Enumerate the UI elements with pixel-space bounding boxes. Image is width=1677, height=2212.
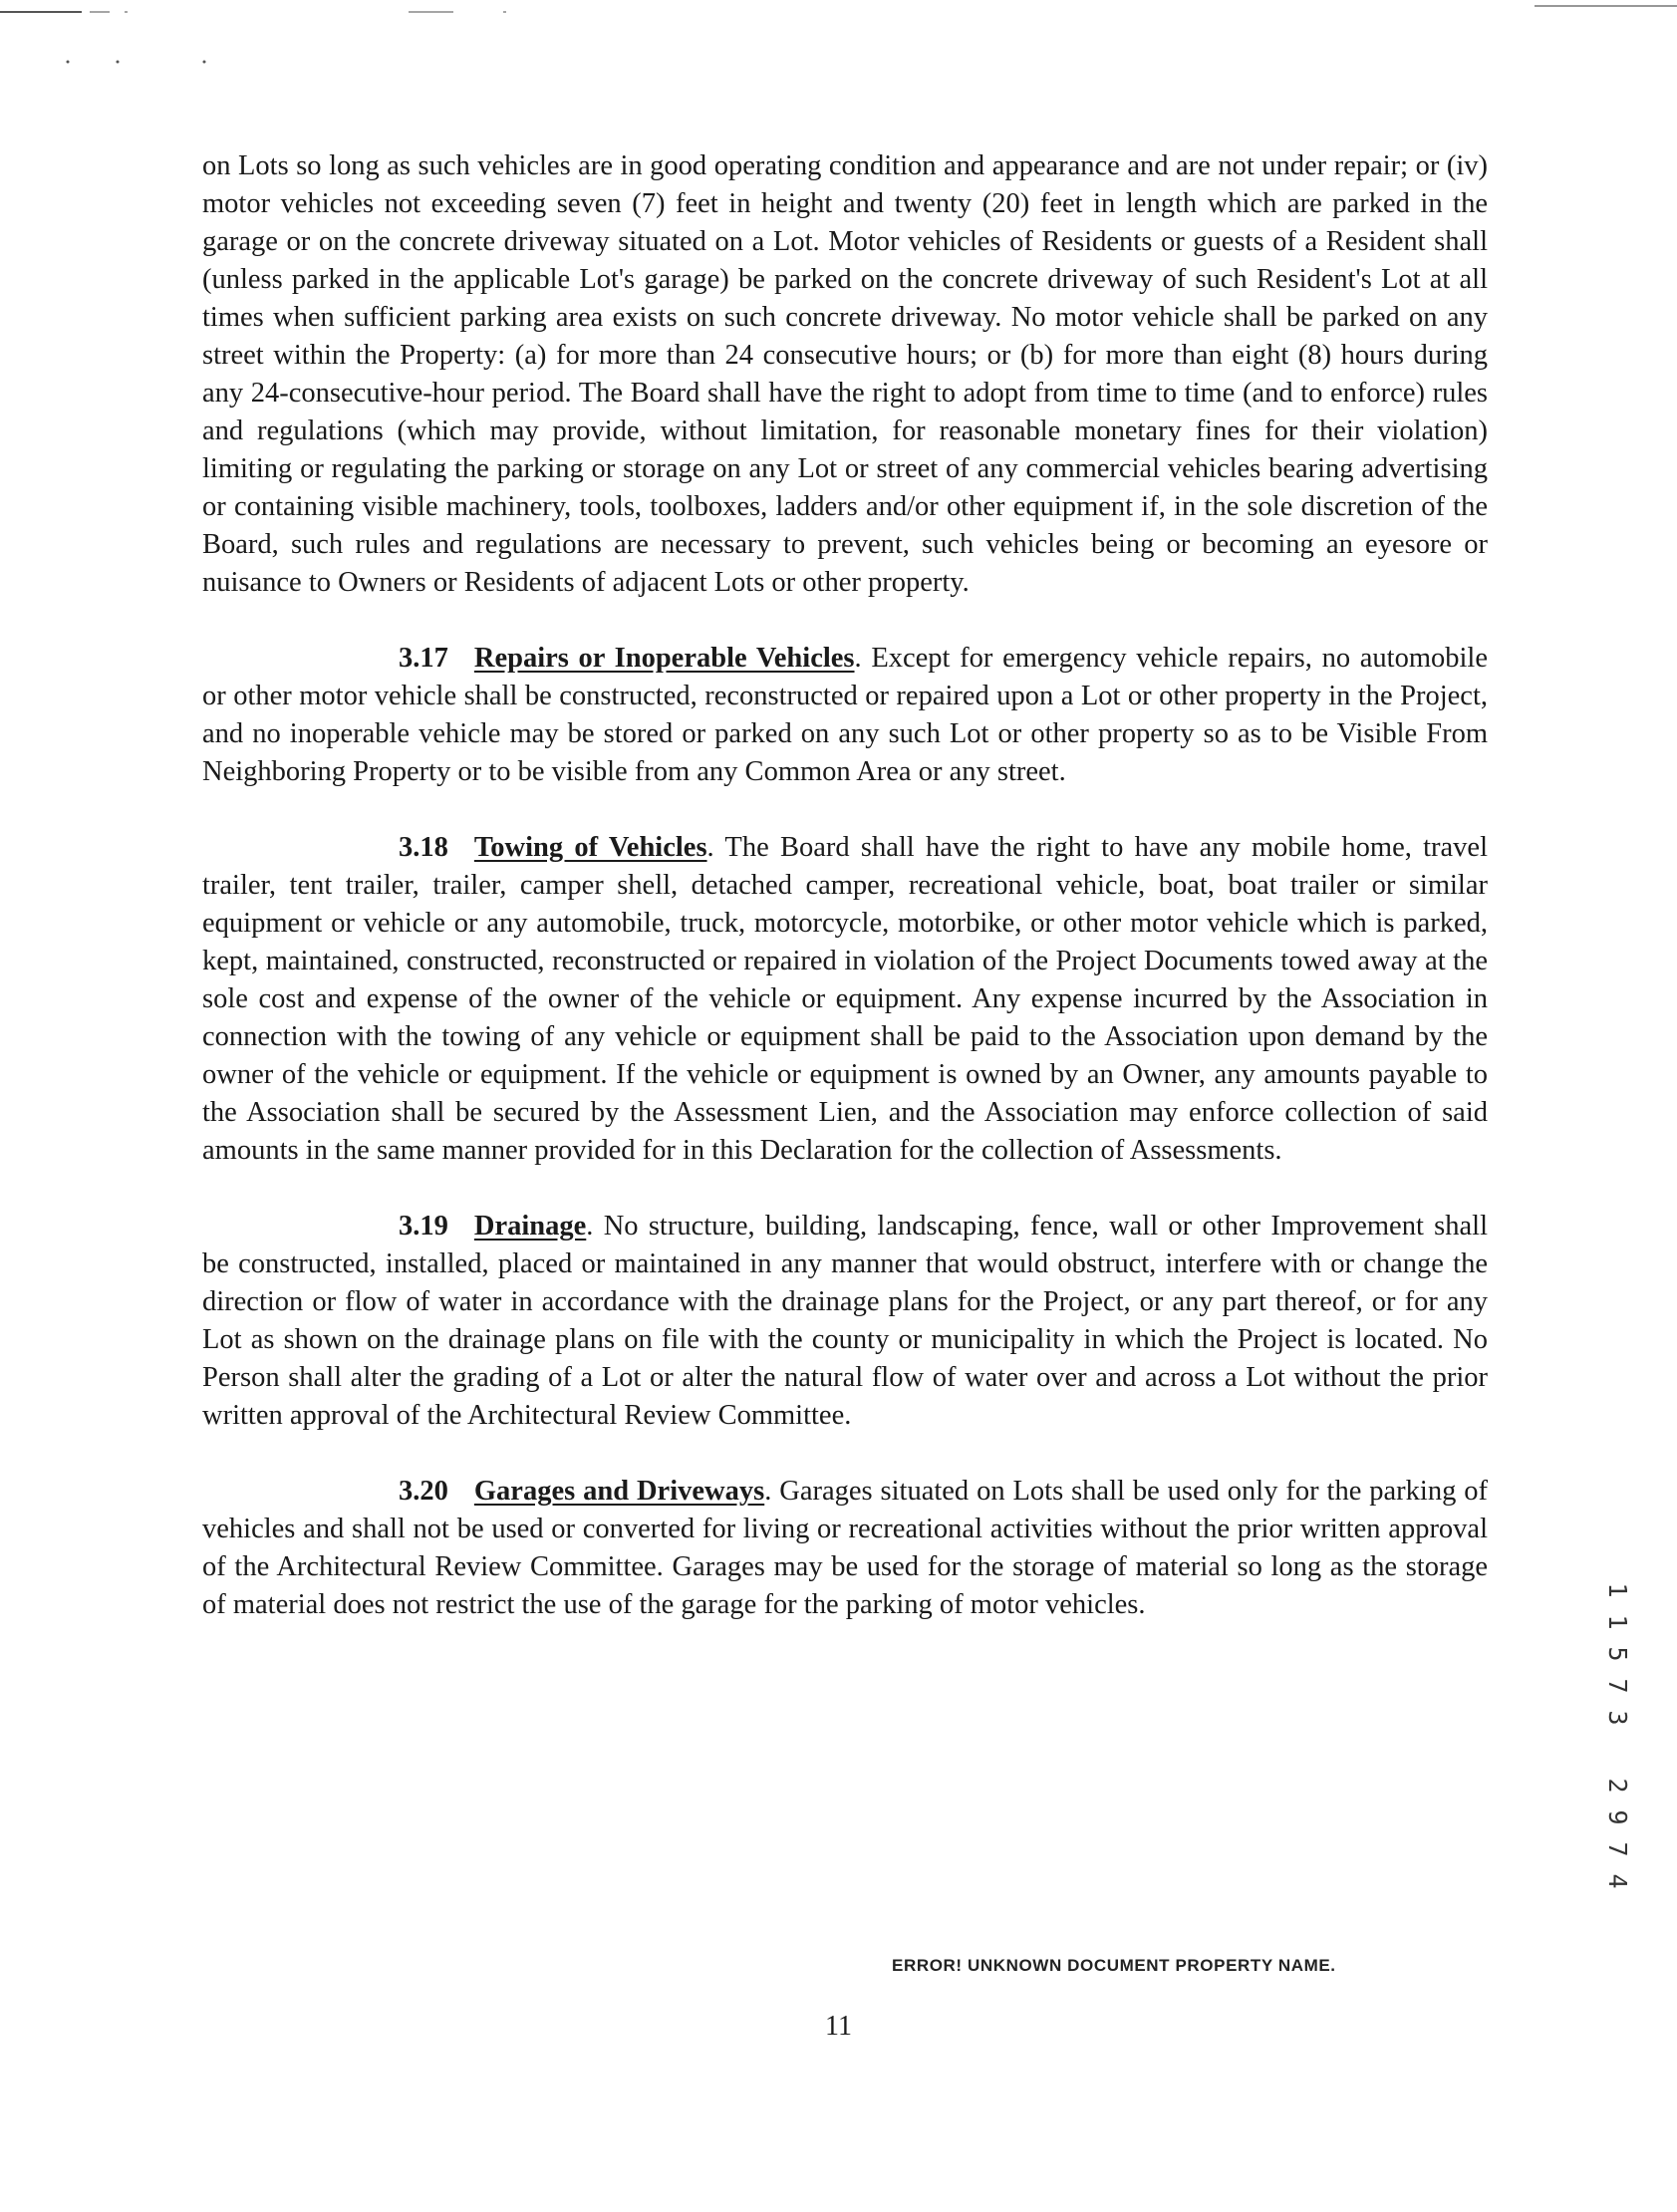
stamp-digit: 3 — [1603, 1710, 1632, 1726]
section-title: Drainage — [473, 1211, 587, 1242]
document-body — [202, 147, 1488, 1624]
stamp-digit: 1 — [1603, 1582, 1632, 1598]
stamp-digit: 2 — [1603, 1778, 1632, 1794]
section-body: . No structure, building, landscaping, fence, wall or other Improvement shall be constructed, installed, placed or maintained in any manner that would obstruct, interfere with or change the direction or flow of water in accordance with the drainage plans for the Project, or any part thereof, or for any Lot as shown on the drainage plans on file with the county or municipality in which the Project is located. No Person shall alter the grading of a Lot or alter the natural flow of water over and across a Lot without the prior written approval of the Architectural Review Committee. — [202, 1211, 1488, 1431]
section-body: . Except for emergency vehicle repairs, no automobile or other motor vehicle shall be constructed, reconstructed or repaired upon a Lot or other property in the Project, and no inoperable vehicle may be stored or parked on any such Lot or other property so as to be Visible From Neighboring Property or to be visible from any Common Area or any street. — [202, 643, 1488, 787]
section-number: 3.17 — [399, 643, 448, 674]
stamp-digit: 4 — [1603, 1873, 1632, 1889]
section-number: 3.19 — [399, 1211, 448, 1242]
section-title: Towing of Vehicles — [473, 832, 707, 863]
section-title: Repairs or Inoperable Vehicles — [473, 643, 855, 674]
section-3-20 — [202, 1473, 1488, 1624]
section-3-19 — [202, 1208, 1488, 1435]
stamp-digit: 1 — [1603, 1614, 1632, 1630]
section-3-18 — [202, 829, 1488, 1170]
stamp-digit: 9 — [1603, 1809, 1632, 1825]
stamp-digit: 7 — [1603, 1678, 1632, 1694]
scan-artifacts — [0, 0, 1677, 80]
section-number: 3.18 — [399, 832, 448, 863]
section-body: . Garages situated on Lots shall be used only for the parking of vehicles and shall not be used or converted for living or recreational activities without the prior written approval of the Architectural Review Committee. Garages may be used for the storage of material so long as the storage of material does not restrict the use of the garage for the parking of motor vehicles. — [202, 1476, 1488, 1620]
section-title: Garages and Driveways — [473, 1476, 765, 1507]
continuation-paragraph: on Lots so long as such vehicles are in good operating condition and appearance and are not under repair; or (iv) motor vehicles not exceeding seven (7) feet in height and twenty (20) feet in length which are parked in the garage or on the concrete driveway situated on a Lot. Motor vehicles of Residents or guests of a Resident shall (unless parked in the applicable Lot's garage) be parked on the concrete driveway of such Resident's Lot at all times when sufficient parking area exists on such concrete driveway. No motor vehicle shall be parked on any street within the Property: (a) for more than 24 consecutive hours; or (b) for more than eight (8) hours during any 24-consecutive-hour period. The Board shall have the right to adopt from time to time (and to enforce) rules and regulations (which may provide, without limitation, for reasonable monetary fines for their violation) limiting or regulating the parking or storage on any Lot or street of any commercial vehicles bearing advertising or containing visible machinery, tools, toolboxes, ladders and/or other equipment if, in the sole discretion of the Board, such rules and regulations are necessary to prevent, such vehicles being or becoming an eyesore or nuisance to Owners or Residents of adjacent Lots or other property. — [202, 150, 1488, 598]
stamp-digit: 5 — [1603, 1646, 1632, 1662]
footer-error-note: ERROR! UNKNOWN DOCUMENT PROPERTY NAME. — [892, 1956, 1336, 1975]
section-3-17 — [202, 640, 1488, 791]
stamp-digit: 7 — [1603, 1841, 1632, 1857]
page-number: 11 — [825, 2011, 852, 2042]
section-number: 3.20 — [399, 1476, 448, 1507]
section-body: . The Board shall have the right to have any mobile home, travel trailer, tent trailer, trailer, camper shell, detached camper, recreational vehicle, boat, boat trailer or similar equipment or vehicle or any automobile, truck, motorcycle, motorbike, or other motor vehicle which is parked, kept, maintained, constructed, reconstructed or repaired in violation of the Project Documents towed away at the sole cost and expense of the owner of the vehicle or equipment. Any expense incurred by the Association in connection with the towing of any vehicle or equipment shall be paid to the Association upon demand by the owner of the vehicle or equipment. If the vehicle or equipment is owned by an Owner, any amounts payable to the Association shall be secured by the Assessment Lien, and the Association may enforce collection of said amounts in the same manner provided for in this Declaration for the collection of Assessments. — [202, 832, 1488, 1166]
recording-number-stamp — [1602, 1574, 1632, 1897]
